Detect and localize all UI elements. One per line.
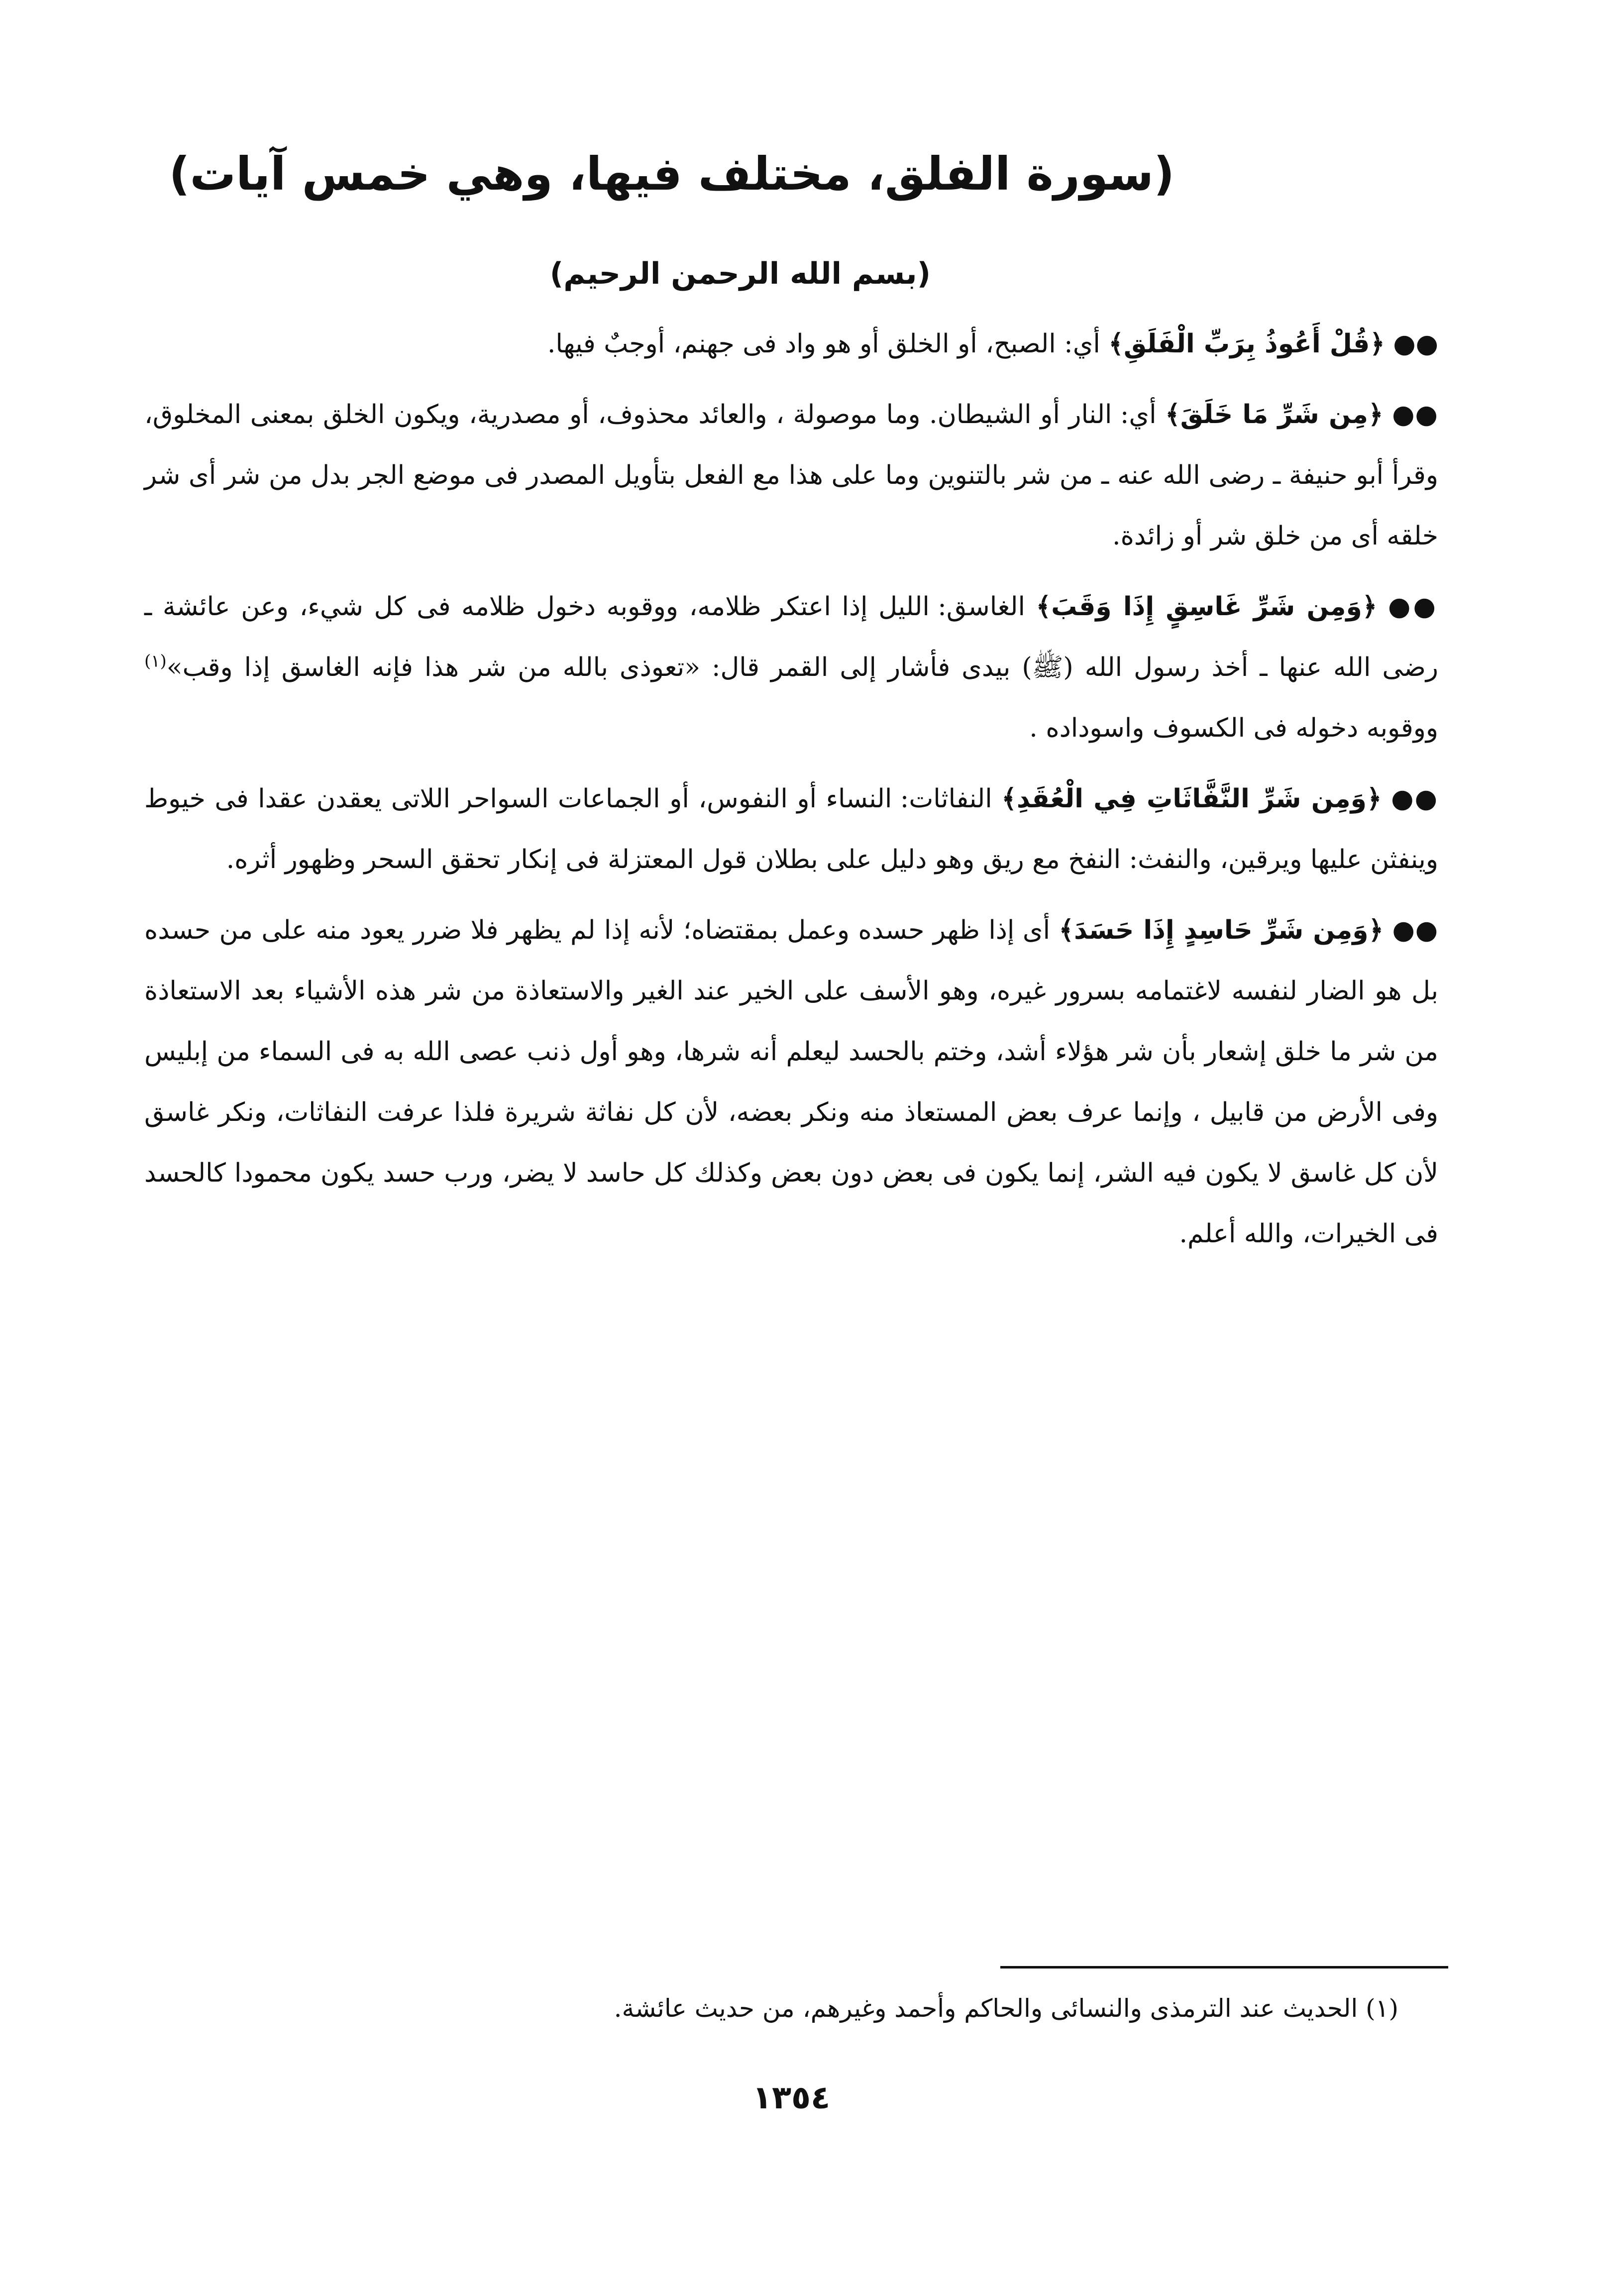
paragraph-falaq	[144, 314, 1438, 374]
surah-title: (سورة الفلق، مختلف فيها، وهي خمس آيات)	[169, 147, 1174, 201]
bullet-marker: ●●	[1391, 784, 1439, 814]
verse-quote: ﴿مِن شَرِّ مَا خَلَقَ﴾	[1165, 400, 1384, 430]
paragraph-naffathat	[144, 768, 1438, 890]
paragraph-hasid	[144, 900, 1438, 1264]
verse-quote: ﴿وَمِن شَرِّ النَّفَّاثَاتِ فِي الْعُقَدِ﴾	[1001, 784, 1382, 814]
footnote-reference: (١)	[144, 651, 167, 671]
commentary-text: النفاثات: النساء أو النفوس، أو الجماعات السواحر اللاتى يعقدن عقدا فى خيوط وينفثن عليها ويرقين، والنفث: النفخ مع ريق وهو دليل على بطلان قول المعتزلة فى إنكار تحقق السحر وظهور أثره.	[144, 784, 1438, 875]
verse-quote: ﴿وَمِن شَرِّ حَاسِدٍ إِذَا حَسَدَ﴾	[1059, 915, 1384, 945]
footnote: (١) الحديث عند الترمذى والنسائى والحاكم وأحمد وغيرهم، من حديث عائشة.	[614, 1994, 1398, 2023]
page-number: ١٣٥٤	[752, 2079, 831, 2116]
bullet-marker: ●●	[1388, 592, 1438, 622]
commentary-text: أي: النار أو الشيطان. وما موصولة ، والعائد محذوف، أو مصدرية، ويكون الخلق بمعنى المخلوق، وقرأ أبو حنيفة ـ رضى الله عنه ـ من شر بالتنوين وما على هذا مع الفعل بتأويل المصدر فى موضع الجر بدل من شر أى شر خلقه أى من خلق شر أو زائدة.	[144, 400, 1438, 551]
commentary-text-continued: ووقوبه دخوله فى الكسوف واسوداده .	[1029, 713, 1438, 743]
verse-quote: ﴿قُلْ أَعُوذُ بِرَبِّ الْفَلَقِ﴾	[1108, 329, 1385, 359]
commentary-text: أي: الصبح، أو الخلق أو هو واد فى جهنم، أوجبٌ فيها.	[547, 329, 1100, 359]
footnote-divider	[1000, 1966, 1448, 1968]
basmala: (بسم الله الرحمن الرحيم)	[549, 256, 931, 291]
commentary-text: الغاسق: الليل إذا اعتكر ظلامه، ووقوبه دخول ظلامه فى كل شيء، وعن عائشة ـ رضى الله عنها ـ أخذ رسول الله (ﷺ) بيدى فأشار إلى القمر قال: «تعوذى بالله من شر هذا فإنه الغاسق إذا وقب»	[144, 592, 1438, 682]
paragraph-ghasiq	[144, 576, 1438, 759]
tafsir-body	[144, 314, 1438, 1274]
bullet-marker: ●●	[1393, 329, 1438, 359]
bullet-marker: ●●	[1392, 915, 1439, 945]
verse-quote: ﴿وَمِن شَرِّ غَاسِقٍ إِذَا وَقَبَ﴾	[1036, 592, 1378, 622]
bullet-marker: ●●	[1392, 400, 1439, 430]
commentary-text: أى إذا ظهر حسده وعمل بمقتضاه؛ لأنه إذا لم يظهر فلا ضرر يعود منه على من حسده بل هو الضار لنفسه لاغتمامه بسرور غيره، وهو الأسف على الخير عند الغير والاستعاذة من شر هذه الأشياء بعد الاستعاذة من شر ما خلق إشعار بأن شر هؤلاء أشد، وختم بالحسد ليعلم أنه شرها، وهو أول ذنب عصى الله به فى السماء من إبليس وفى الأرض من قابيل ، وإنما عرف بعض المستعاذ منه ونكر بعضه، لأن كل نفاثة شريرة فلذا عرفت النفاثات، ونكر غاسق لأن كل غاسق لا يكون فيه الشر، إنما يكون فى بعض دون بعض وكذلك كل حاسد لا يضر، ورب حسد يكون محمودا كالحسد فى الخيرات، والله أعلم.	[144, 915, 1438, 1249]
paragraph-ma-khalaq	[144, 384, 1438, 566]
